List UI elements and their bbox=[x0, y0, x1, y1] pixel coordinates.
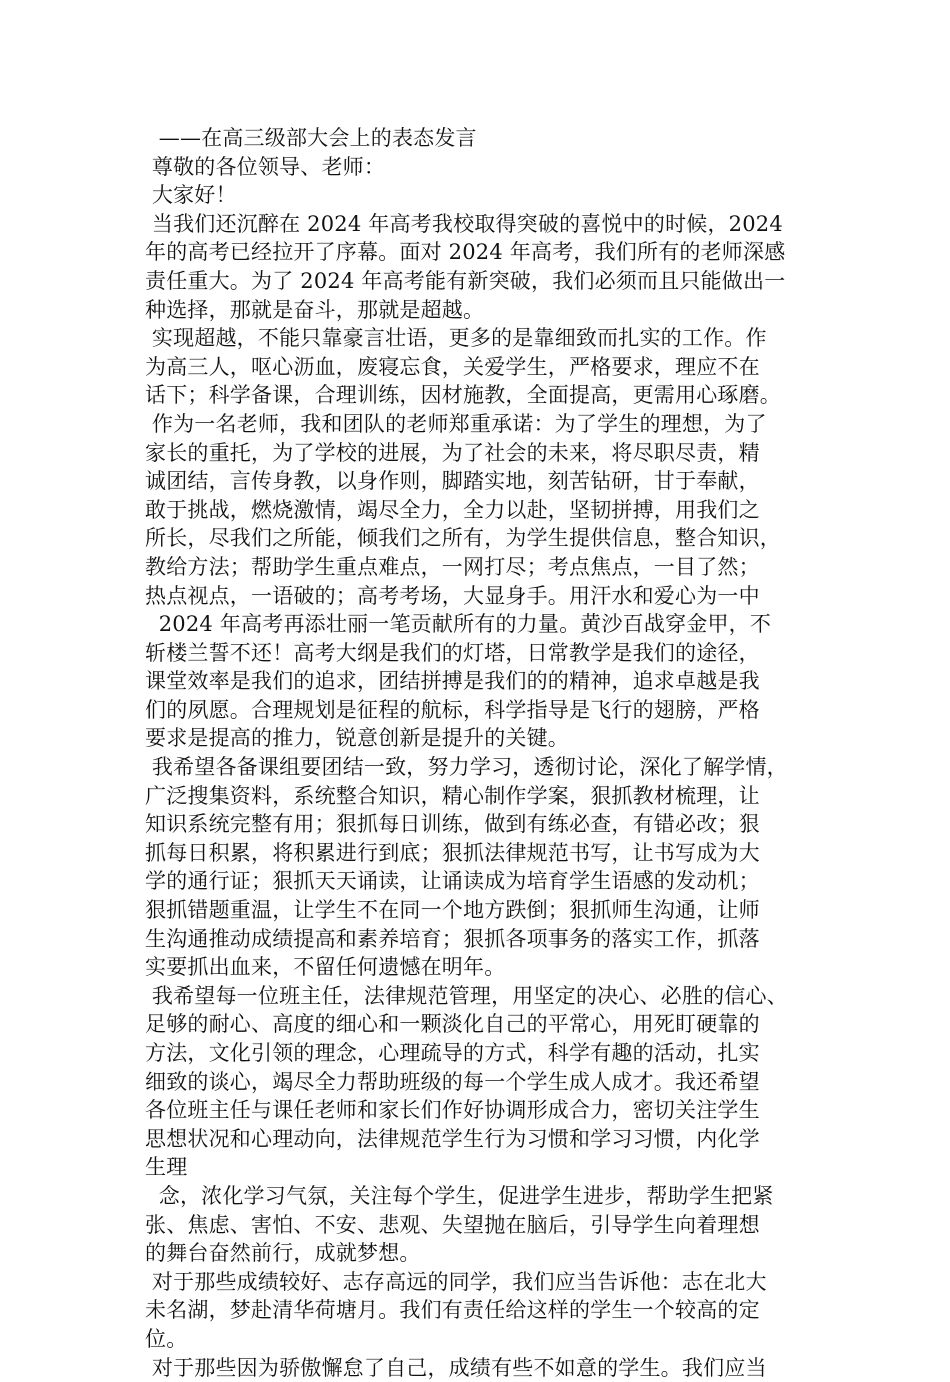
text-line: 年的高考已经拉开了序幕。面对 2024 年高考，我们所有的老师深感 bbox=[145, 240, 786, 265]
text-line: 细致的谈心，竭尽全力帮助班级的每一个学生成人成才。我还希望 bbox=[145, 1069, 760, 1094]
text-line: 对于那些因为骄傲懈怠了自己，成绩有些不如意的学生。我们应当 bbox=[145, 1355, 767, 1380]
text-line: 责任重大。为了 2024 年高考能有新突破，我们必须而且只能做出一 bbox=[145, 268, 786, 293]
text-line: 方法，文化引领的理念，心理疏导的方式，科学有趣的活动，扎实 bbox=[145, 1041, 760, 1065]
text-line: 生理 bbox=[145, 1155, 188, 1180]
document-body bbox=[145, 124, 825, 1382]
text-line: 斩楼兰誓不还！高考大纲是我们的灯塔，日常教学是我们的途径， bbox=[145, 640, 760, 665]
text-line: 敢于挑战，燃烧激情，竭尽全力，全力以赴，坚韧拼搏，用我们之 bbox=[145, 497, 760, 522]
text-line: 诚团结，言传身教，以身作则，脚踏实地，刻苦钻研，甘于奉献， bbox=[145, 469, 760, 494]
text-line: 所长，尽我们之所能，倾我们之所有，为学生提供信息，整合知识， bbox=[145, 526, 781, 551]
text-line: 未名湖，梦赴清华荷塘月。我们有责任给这样的学生一个较高的定 bbox=[145, 1298, 760, 1323]
text-line: 我希望各备课组要团结一致，努力学习，透彻讨论，深化了解学情， bbox=[145, 755, 788, 780]
text-line: 热点视点，一语破的；高考考场，大显身手。用汗水和爱心为一中 bbox=[145, 583, 760, 608]
subtitle-line: ——在高三级部大会上的表态发言 bbox=[145, 126, 477, 150]
text-line: 学的通行证；狠抓天天诵读，让诵读成为培育学生语感的发动机； bbox=[145, 869, 760, 894]
text-line: 作为一名老师，我和团队的老师郑重承诺：为了学生的理想，为了 bbox=[145, 411, 767, 436]
text-line: 狠抓错题重温，让学生不在同一个地方跌倒；狠抓师生沟通，让师 bbox=[145, 898, 760, 923]
text-line: 们的夙愿。合理规划是征程的航标，科学指导是飞行的翅膀，严格 bbox=[145, 697, 760, 722]
text-line: 实要抓出血来，不留任何遗憾在明年。 bbox=[145, 955, 506, 980]
text-line: 位。 bbox=[145, 1326, 188, 1351]
text-line: 知识系统完整有用；狠抓每日训练，做到有练必查，有错必改；狠 bbox=[145, 812, 760, 837]
text-line: 实现超越，不能只靠豪言壮语，更多的是靠细致而扎实的工作。作 bbox=[145, 326, 767, 351]
text-line: 思想状况和心理动向，法律规范学生行为习惯和学习习惯，内化学 bbox=[145, 1126, 760, 1151]
text-line: 种选择，那就是奋斗，那就是超越。 bbox=[145, 297, 485, 322]
text-line: 我希望每一位班主任，法律规范管理，用坚定的决心、必胜的信心、 bbox=[145, 983, 788, 1008]
text-line: 教给方法；帮助学生重点难点，一网打尽；考点焦点，一目了然； bbox=[145, 554, 760, 579]
text-line: 足够的耐心、高度的细心和一颗淡化自己的平常心，用死盯硬靠的 bbox=[145, 1012, 760, 1037]
text-line: 生沟通推动成绩提高和素养培育；狠抓各项事务的落实工作，抓落 bbox=[145, 926, 760, 951]
text-line: 张、焦虑、害怕、不安、悲观、失望抛在脑后，引导学生向着理想 bbox=[145, 1212, 760, 1237]
greeting-line: 大家好！ bbox=[145, 183, 237, 208]
text-line: 2024 年高考再添壮丽一笔贡献所有的力量。黄沙百战穿金甲，不 bbox=[145, 612, 772, 637]
text-line: 广泛搜集资料，系统整合知识，精心制作学案，狠抓教材梳理，让 bbox=[145, 783, 760, 808]
text-line: 对于那些成绩较好、志存高远的同学，我们应当告诉他：志在北大 bbox=[145, 1269, 767, 1294]
text-line: 的舞台奋然前行，成就梦想。 bbox=[145, 1241, 421, 1266]
text-line: 当我们还沉醉在 2024 年高考我校取得突破的喜悦中的时候，2024 bbox=[145, 211, 783, 236]
text-line: 要求是提高的推力，锐意创新是提升的关键。 bbox=[145, 726, 569, 751]
text-line: 各位班主任与课任老师和家长们作好协调形成合力，密切关注学生 bbox=[145, 1098, 760, 1123]
text-line: 家长的重托，为了学校的进展，为了社会的未来，将尽职尽责，精 bbox=[145, 440, 760, 465]
text-line: 课堂效率是我们的追求，团结拼搏是我们的的精神，追求卓越是我 bbox=[145, 669, 760, 694]
text-line: 念，浓化学习气氛，关注每个学生，促进学生进步，帮助学生把紧 bbox=[145, 1183, 774, 1208]
text-line: 话下；科学备课，合理训练，因材施教，全面提高，更需用心琢磨。 bbox=[145, 383, 781, 408]
salutation-line: 尊敬的各位领导、老师： bbox=[145, 154, 386, 179]
text-line: 抓每日积累，将积累进行到底；狠抓法律规范书写，让书写成为大 bbox=[145, 840, 760, 865]
text-line: 为高三人，呕心沥血，废寝忘食，关爱学生，严格要求，理应不在 bbox=[145, 354, 760, 379]
